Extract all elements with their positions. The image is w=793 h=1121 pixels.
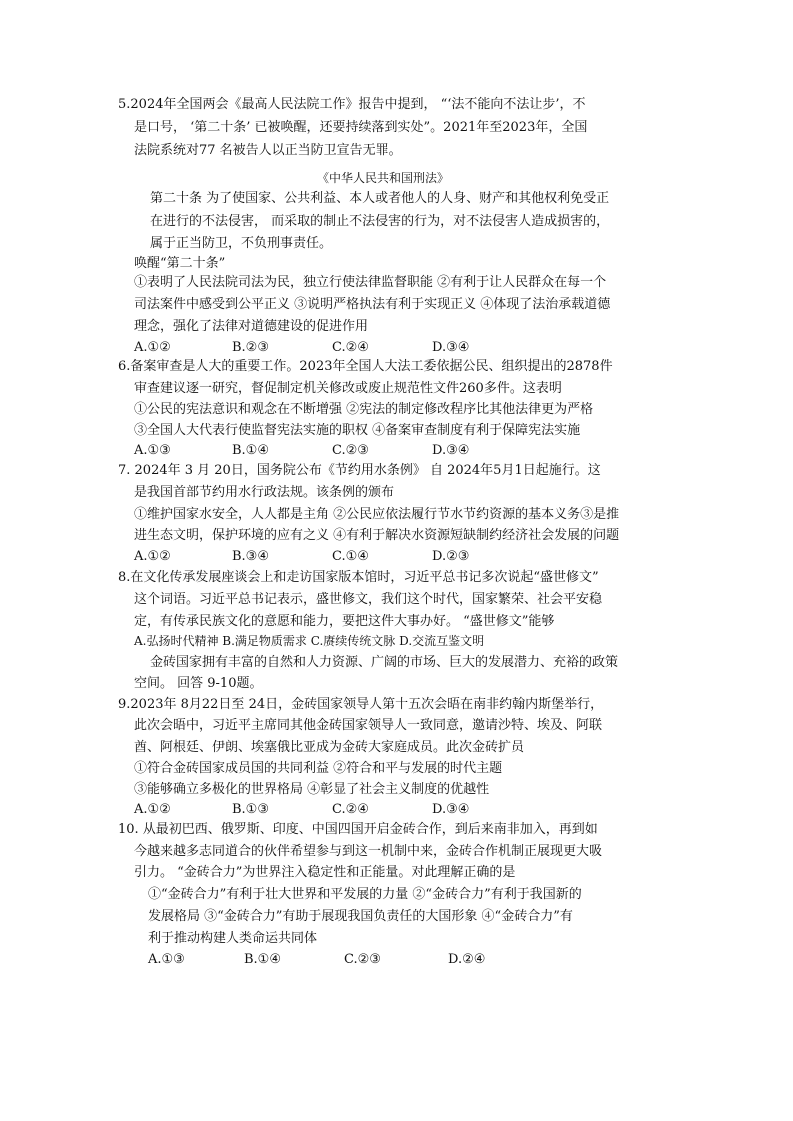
q5-statements-2: 司法案件中感受到公平正义 ③说明严格执法有利于实现正义 ④体现了法治承载道德 <box>134 297 611 312</box>
q9-line-1: 9.2023年 8月22日至 24日，金砖国家领导人第十五次会晤在南非约翰内斯堡举行， <box>118 697 604 712</box>
q9-line-2: 此次会晤中，习近平主席同其他金砖国家领导人一致同意，邀请沙特、埃及、阿联 <box>134 718 603 733</box>
q7-option-b[interactable]: B.③④ <box>232 549 269 564</box>
q8-options[interactable]: A.弘扬时代精神 B.满足物质需求 C.赓续传统文脉 D.交流互鉴文明 <box>134 634 485 648</box>
q8-line-3: 定，有传承民族文化的意愿和能力，要把这件大事办好。 “盛世修文”能够 <box>134 614 555 629</box>
q10-line-3: 引力。 “金砖合力”为世界注入稳定性和正能量。对此理解正确的是 <box>134 865 516 880</box>
q9-statements-1: ①符合金砖国家成员国的共同利益 ②符合和平与发展的时代主题 <box>134 761 503 776</box>
q9-statements-2: ③能够确立多极化的世界格局 ④彰显了社会主义制度的优越性 <box>134 782 490 797</box>
q5-stem: 唤醒“第二十条” <box>134 256 226 271</box>
q9-line-3: 酋、阿根廷、伊朗、埃塞俄比亚成为金砖大家庭成员。此次金砖扩员 <box>134 740 525 755</box>
q9-options <box>134 799 469 820</box>
q5-line-2: 是口号， ‘第二十条’ 已被唤醒，还要持续落到实处”。2021年至2023年，全国 <box>134 120 588 135</box>
q9-option-b[interactable]: B.①③ <box>232 802 269 817</box>
q7-statements-2: 进生态文明，保护环境的应有之义 ④有利于解决水资源短缺制约经济社会发展的问题 <box>134 528 620 543</box>
q6-option-d[interactable]: D.③④ <box>432 443 470 458</box>
q6-statements-2: ③全国人大代表行使监督宪法实施的职权 ④备案审查制度有利于保障宪法实施 <box>134 423 581 438</box>
q10-statements-1: ①“金砖合力”有利于壮大世界和平发展的力量 ②“金砖合力”有利于我国新的 <box>148 887 582 902</box>
material-line-1: 金砖国家拥有丰富的自然和人力资源、广阔的市场、巨大的发展潜力、充裕的政策 <box>150 655 619 670</box>
q9-option-c[interactable]: C.②④ <box>332 802 369 817</box>
q5-law-line-3: 属于正当防卫，不负刑事责任。 <box>150 236 333 251</box>
q7-option-c[interactable]: C.①④ <box>332 549 369 564</box>
q7-option-a[interactable]: A.①② <box>134 549 171 564</box>
q10-line-2: 今越来越多志同道合的伙伴希望参与到这一机制中来，金砖合作机制正展现更大吸 <box>134 844 603 859</box>
q5-option-d[interactable]: D.③④ <box>432 340 470 355</box>
q7-line-2: 是我国首部节约用水行政法规。该条例的颁布 <box>134 485 395 500</box>
q6-option-a[interactable]: A.①③ <box>134 443 171 458</box>
q10-statements-3: 利于推动构建人类命运共同体 <box>148 931 318 946</box>
q10-option-a[interactable]: A.①③ <box>148 952 185 967</box>
q5-options <box>134 337 469 358</box>
q5-line-3: 法院系统对77 名被告人以正当防卫宣告无罪。 <box>134 143 402 158</box>
q10-line-1: 10. 从最初巴西、俄罗斯、印度、中国四国开启金砖合作，到后来南非加入，再到如 <box>118 822 598 837</box>
q5-option-c[interactable]: C.②④ <box>332 340 369 355</box>
q5-law-line-1: 第二十条 为了使国家、公共利益、本人或者他人的人身、财产和其他权利免受正 <box>150 191 610 206</box>
q10-option-b[interactable]: B.①④ <box>244 952 281 967</box>
q5-option-a[interactable]: A.①② <box>134 340 171 355</box>
q10-option-d[interactable]: D.②④ <box>448 952 486 967</box>
q5-line-1: 5.2024年全国两会《最高人民法院工作》报告中提到， “‘法不能向不法让步’，不 <box>118 97 586 112</box>
q6-option-b[interactable]: B.①④ <box>232 443 269 458</box>
q5-statements-3: 理念，强化了法律对道德建设的促进作用 <box>134 319 369 334</box>
q10-option-c[interactable]: C.②③ <box>344 952 381 967</box>
q7-option-d[interactable]: D.②③ <box>432 549 470 564</box>
q5-law-line-2: 在进行的不法侵害， 而采取的制止不法侵害的行为，对不法侵害人造成损害的， <box>150 214 610 229</box>
q8-line-2: 这个词语。习近平总书记表示，盛世修文，我们这个时代，国家繁荣、社会平安稳 <box>134 592 603 607</box>
q10-options <box>148 949 485 970</box>
q6-option-c[interactable]: C.②③ <box>332 443 369 458</box>
material-line-2: 空间。 回答 9-10题。 <box>134 676 263 691</box>
q6-statements-1: ①公民的宪法意识和观念在不断增强 ②宪法的制定修改程序比其他法律更为严格 <box>134 402 594 417</box>
q7-statements-1: ①维护国家水安全，人人都是主角 ②公民应依法履行节水节约资源的基本义务③是推 <box>134 507 620 522</box>
q9-option-a[interactable]: A.①② <box>134 802 171 817</box>
q5-statements-1: ①表明了人民法院司法为民，独立行使法律监督职能 ②有利于让人民群众在每一个 <box>134 275 607 290</box>
q7-options <box>134 546 469 567</box>
q10-statements-2: 发展格局 ③“金砖合力”有助于展现我国负责任的大国形象 ④“金砖合力”有 <box>148 909 573 924</box>
q5-option-b[interactable]: B.②③ <box>232 340 269 355</box>
q8-line-1: 8.在文化传承发展座谈会上和走访国家版本馆时，习近平总书记多次说起“盛世修文” <box>118 570 599 585</box>
q6-options <box>134 440 469 461</box>
q5-law-title: 《中华人民共和国刑法》 <box>317 171 450 185</box>
q6-line-2: 审查建议逐一研究，督促制定机关修改或废止规范性文件260多件。这表明 <box>134 381 562 396</box>
q6-line-1: 6.备案审查是人大的重要工作。2023年全国人大法工委依据公民、组织提出的2878件 <box>118 359 613 374</box>
q9-option-d[interactable]: D.③④ <box>432 802 470 817</box>
q7-line-1: 7. 2024年 3 月 20日，国务院公布《节约用水条例》 自 2024年5月1日起施行。这 <box>118 463 601 478</box>
